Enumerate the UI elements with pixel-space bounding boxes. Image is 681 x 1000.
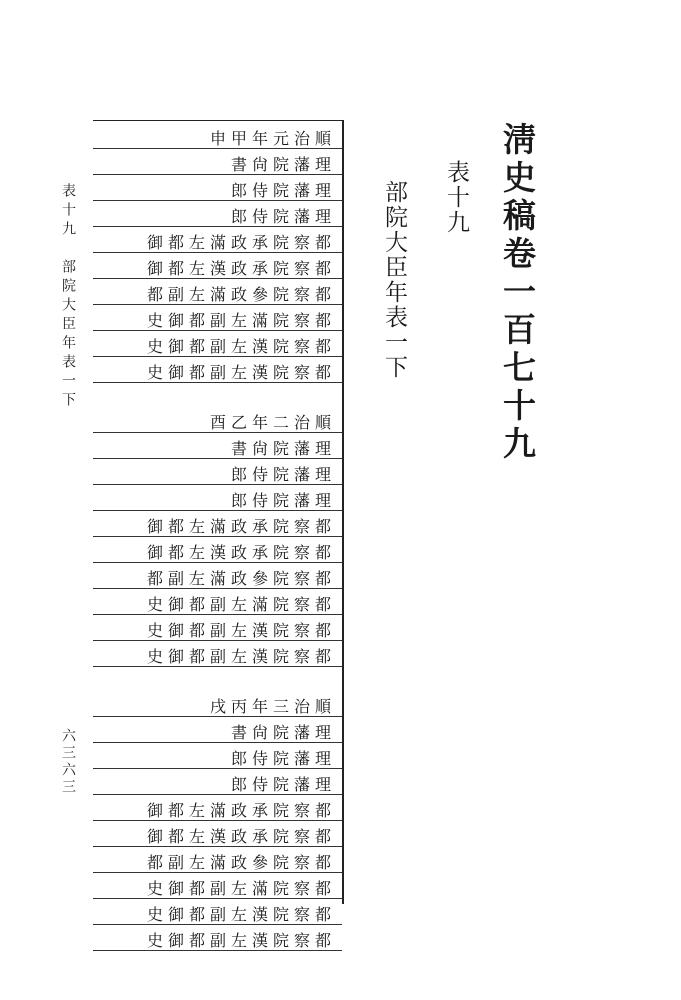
table-row bbox=[93, 176, 342, 201]
official-title: 郎侍院藩理 bbox=[230, 491, 336, 510]
officials-table bbox=[93, 120, 344, 950]
official-title: 史御都副左滿院察都 bbox=[146, 879, 336, 898]
official-title: 史御都副左漢院察都 bbox=[146, 931, 336, 950]
table-number: 表十九 bbox=[443, 160, 469, 235]
table-row bbox=[93, 770, 342, 795]
table-row bbox=[93, 332, 342, 357]
table-row bbox=[93, 616, 342, 641]
table-title: 部院大臣年表一下 bbox=[381, 180, 407, 380]
official-title: 御都左漢政承院察都 bbox=[146, 259, 336, 278]
official-title: 史御都副左滿院察都 bbox=[146, 311, 336, 330]
official-title: 御都左滿政承院察都 bbox=[146, 517, 336, 536]
table-row bbox=[93, 486, 342, 511]
official-title: 都副左滿政參院察都 bbox=[146, 853, 336, 872]
official-title: 郎侍院藩理 bbox=[230, 465, 336, 484]
table-row bbox=[93, 796, 342, 821]
table-row bbox=[93, 150, 342, 175]
official-title: 郎侍院藩理 bbox=[230, 181, 336, 200]
official-title: 史御都副左漢院察都 bbox=[146, 905, 336, 924]
page-title: 淸史稿卷一百七十九 bbox=[498, 122, 537, 464]
year-label: 申甲年元治順 bbox=[209, 129, 336, 148]
table-row bbox=[93, 744, 342, 769]
official-title: 御都左漢政承院察都 bbox=[146, 543, 336, 562]
table-row bbox=[93, 358, 342, 383]
official-title: 史御都副左漢院察都 bbox=[146, 621, 336, 640]
year-label: 戌丙年三治順 bbox=[209, 697, 336, 716]
official-title: 郎侍院藩理 bbox=[230, 749, 336, 768]
table-row bbox=[93, 874, 342, 899]
table-row bbox=[93, 228, 342, 253]
table-row bbox=[93, 590, 342, 615]
table-year-row bbox=[93, 692, 342, 717]
table-row bbox=[93, 254, 342, 279]
table-row bbox=[93, 900, 342, 925]
table-top-rule bbox=[93, 120, 342, 121]
table-row bbox=[93, 718, 342, 743]
table-row bbox=[93, 848, 342, 873]
table-row bbox=[93, 564, 342, 589]
official-title: 書尙院藩理 bbox=[230, 155, 336, 174]
official-title: 史御都副左滿院察都 bbox=[146, 595, 336, 614]
official-title: 都副左滿政參院察都 bbox=[146, 285, 336, 304]
table-year-row bbox=[93, 408, 342, 433]
official-title: 御都左漢政承院察都 bbox=[146, 827, 336, 846]
table-row bbox=[93, 202, 342, 227]
official-title: 史御都副左漢院察都 bbox=[146, 363, 336, 382]
table-row bbox=[93, 280, 342, 305]
table-row bbox=[93, 512, 342, 537]
official-title: 郎侍院藩理 bbox=[230, 207, 336, 226]
table-row bbox=[93, 538, 342, 563]
official-title: 御都左滿政承院察都 bbox=[146, 233, 336, 252]
year-label: 酉乙年二治順 bbox=[209, 413, 336, 432]
table-row bbox=[93, 460, 342, 485]
official-title: 郎侍院藩理 bbox=[230, 775, 336, 794]
official-title: 書尙院藩理 bbox=[230, 723, 336, 742]
page-number: 六三六三 bbox=[60, 728, 76, 796]
table-year-row bbox=[93, 124, 342, 149]
running-head: 表十九 部院大臣年表一下 bbox=[60, 183, 76, 411]
official-title: 書尙院藩理 bbox=[230, 439, 336, 458]
official-title: 史御都副左漢院察都 bbox=[146, 647, 336, 666]
table-row bbox=[93, 642, 342, 667]
table-row bbox=[93, 306, 342, 331]
table-row bbox=[93, 434, 342, 459]
official-title: 史御都副左漢院察都 bbox=[146, 337, 336, 356]
official-title: 御都左滿政承院察都 bbox=[146, 801, 336, 820]
table-row bbox=[93, 822, 342, 847]
table-row bbox=[93, 926, 342, 951]
official-title: 都副左滿政參院察都 bbox=[146, 569, 336, 588]
